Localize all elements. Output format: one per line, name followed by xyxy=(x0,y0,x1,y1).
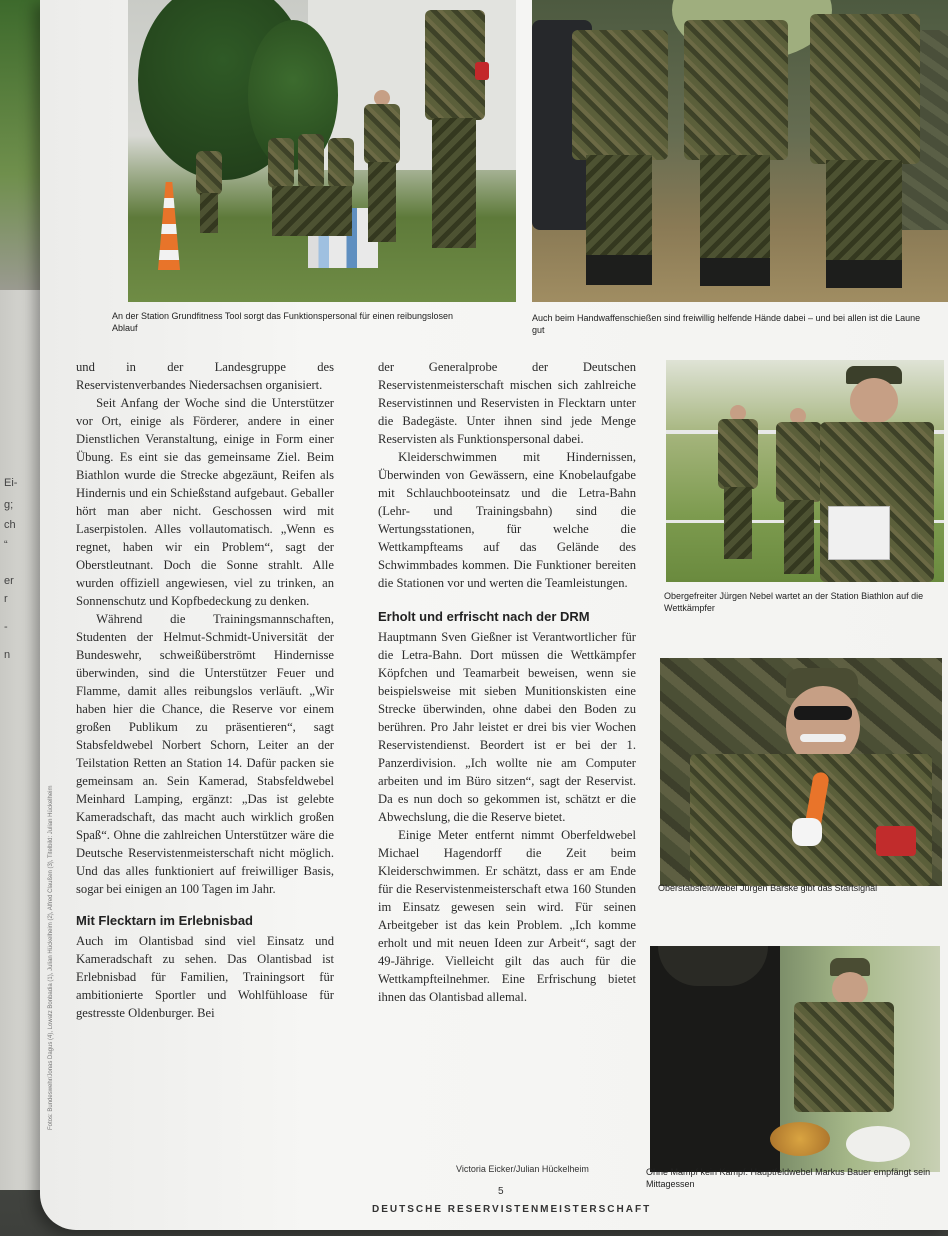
caption-start-signal: Oberstabsfeldwebel Jürgen Barske gibt das Startsignal xyxy=(658,883,878,893)
subheading: Mit Flecktarn im Erlebnisbad xyxy=(76,913,253,928)
previous-page-text-fragment: er xyxy=(4,575,14,587)
paragraph: Einige Meter entfernt nimmt Oberfeldwebel Michael Hagendorff die Zeit beim Kleiderschwimmen. Er schätzt, dass er am Ende für die Reservistenmeisterschaft etwa 160 Stunden im Einsatz gewesen sein wird. Für seinen Arbeitgeber ist das kein Problem. „Ich komme erholt und mit neuen Ideen zur Arbeit“, sagt der 49-Jährige. Vielleicht gilt das auch für die Wettkampfteilnehmer. Eine Erfrischung bietet ihnen das Olantisbad allemal. xyxy=(378,828,636,1004)
paragraph: Seit Anfang der Woche sind die Unterstützer vor Ort, einige als Förderer, andere in einer Dienstlichen Veranstaltung, einige in Form einer Übung. Es eint sie das gemeinsame Ziel. Beim Biathlon wurde die Strecke abgezäunt, Reifen als Hindernis und ein Schießstand aufgebaut. Geballer hört man aber nicht. Geschossen wird mit Laserpistolen. Alles vollautomatisch. „Wenn es regnet, haben wir ein Problem“, sagt der Oberstleutnant. Doch die Sonne strahlt. Alle wurden offiziell angewiesen, viel zu trinken, an Sonnenschutz und Kopfbedeckung zu denken. xyxy=(76,396,334,608)
previous-page-text-fragment: ch xyxy=(4,519,16,531)
previous-page-text-fragment: “ xyxy=(4,539,8,551)
photo-shooting-helpers xyxy=(532,0,948,302)
photo-start-signal xyxy=(660,658,942,886)
caption-fitness-station: An der Station Grundfitness Tool sorgt das Funktionspersonal für einen reibungslosen Ablauf xyxy=(112,311,454,333)
previous-page-text-fragment: Ei- xyxy=(4,477,18,489)
previous-page-text-fragment: r xyxy=(4,593,8,605)
previous-page-text-fragment: - xyxy=(4,621,8,633)
photo-biathlon-station xyxy=(666,360,944,582)
subheading: Erholt und erfrischt nach der DRM xyxy=(378,609,590,624)
caption-lunch: Ohne Mampf kein Kampf. Hauptfeldwebel Markus Bauer empfängt sein Mittagessen xyxy=(646,1167,931,1189)
photo-lunch xyxy=(650,946,940,1172)
photo-credit: Fotos: Bundeswehr/Jonas Dagus (4), Lowatz Bonbadia (1), Julian Hückelheim (2), Alfred Claußen (3), Titelbild: Julian Hückelheim xyxy=(48,785,54,1130)
caption-biathlon-station: Obergefreiter Jürgen Nebel wartet an der Station Biathlon auf die Wettkämpfer xyxy=(664,591,924,613)
article-author: Victoria Eicker/Julian Hückelheim xyxy=(456,1164,589,1174)
page-number: 5 xyxy=(498,1186,504,1197)
previous-page-text-fragment: n xyxy=(4,649,11,661)
paragraph: und in der Landesgruppe des Reservistenverbandes Niedersachsen organisiert. xyxy=(76,360,334,392)
previous-page-photo xyxy=(0,0,40,290)
paragraph: der Generalprobe der Deutschen Reservistenmeisterschaft mischen sich zahlreiche Reservistinnen und Reservisten in Flecktarn unter die Badegäste. Unter ihnen sind jede Menge Reservisten als Funktionspersonal dabei. xyxy=(378,360,636,446)
photo-fitness-station xyxy=(128,0,516,302)
paragraph: Hauptmann Sven Gießner ist Verantwortlicher für die Letra-Bahn. Dort müssen die Wettkämpfer Köpfchen und Teamarbeit beweisen, wenn sie beispielsweise mit sieben Munitionskisten eine Strecke überwinden, ohne dabei den Boden zu berühren. Pro Jahr leistet er drei bis vier Wochen Reservistendienst. Beordert ist er bei der 1. Panzerdivision. „Ich wollte nie am Computer arbeiten und im Büro sitzen“, sagt der Reservist. Da es nun doch so gekommen ist, schätzt er die Abwechslung, die die Reserve bietet. xyxy=(378,630,636,824)
article-column-1 xyxy=(76,358,334,1022)
caption-shooting-helpers: Auch beim Handwaffenschießen sind freiwillig helfende Hände dabei – und bei allen ist die Laune gut xyxy=(532,313,921,335)
paragraph: Auch im Olantisbad sind viel Einsatz und Kameradschaft zu sehen. Das Olantisbad ist Erlebnisbad für Familien, Trainingsort für ambitionierte Sportler und Wohlfühloase für gestresste Oldenburger. Bei xyxy=(76,934,334,1020)
running-head: DEUTSCHE RESERVISTENMEISTERSCHAFT xyxy=(372,1204,652,1215)
previous-page-text-fragment: g; xyxy=(4,499,14,511)
magazine-page xyxy=(40,0,948,1230)
article-column-2 xyxy=(378,358,636,1006)
paragraph: Während die Trainingsmannschaften, Studenten der Helmut-Schmidt-Universität der Bundeswehr, schweißüberströmt Hindernisse überwinden, sind die Unterstützer Feuer und Flamme, damit alles reibungslos verläuft. „Wir haben hier die Chance, die Reserve vor einem großen Publikum zu präsentieren“, sagt Stabsfeldwebel Norbert Schorn, Leiter an der Teilstation Retten an Station 14. Dafür packen sie gemeinsam an. Sein Kamerad, Stabsfeldwebel Meinhard Lamping, ergänzt: „Das ist gelebte Kameradschaft, das macht auch wirklich großen Spaß“. Ohne die zahlreichen Unterstützer wäre die Deutsche Reservistenmeisterschaft nicht möglich. Und das alles funktioniert auf freiwilliger Basis, sogar bei einigen an 100 Tagen im Jahr. xyxy=(76,612,334,896)
paragraph: Kleiderschwimmen mit Hindernissen, Überwinden von Gewässern, eine Knobelaufgabe mit Schlauchbooteinsatz und die Letra-Bahn (Lehr- und Trainingsbahn) sind die Wertungsstationen, für welche die Wettkampfteams auf das Gelände des Schwimmbades kommen. Die Funktioner bereiten die Stationen vor und werten die Teamleistungen. xyxy=(378,450,636,590)
